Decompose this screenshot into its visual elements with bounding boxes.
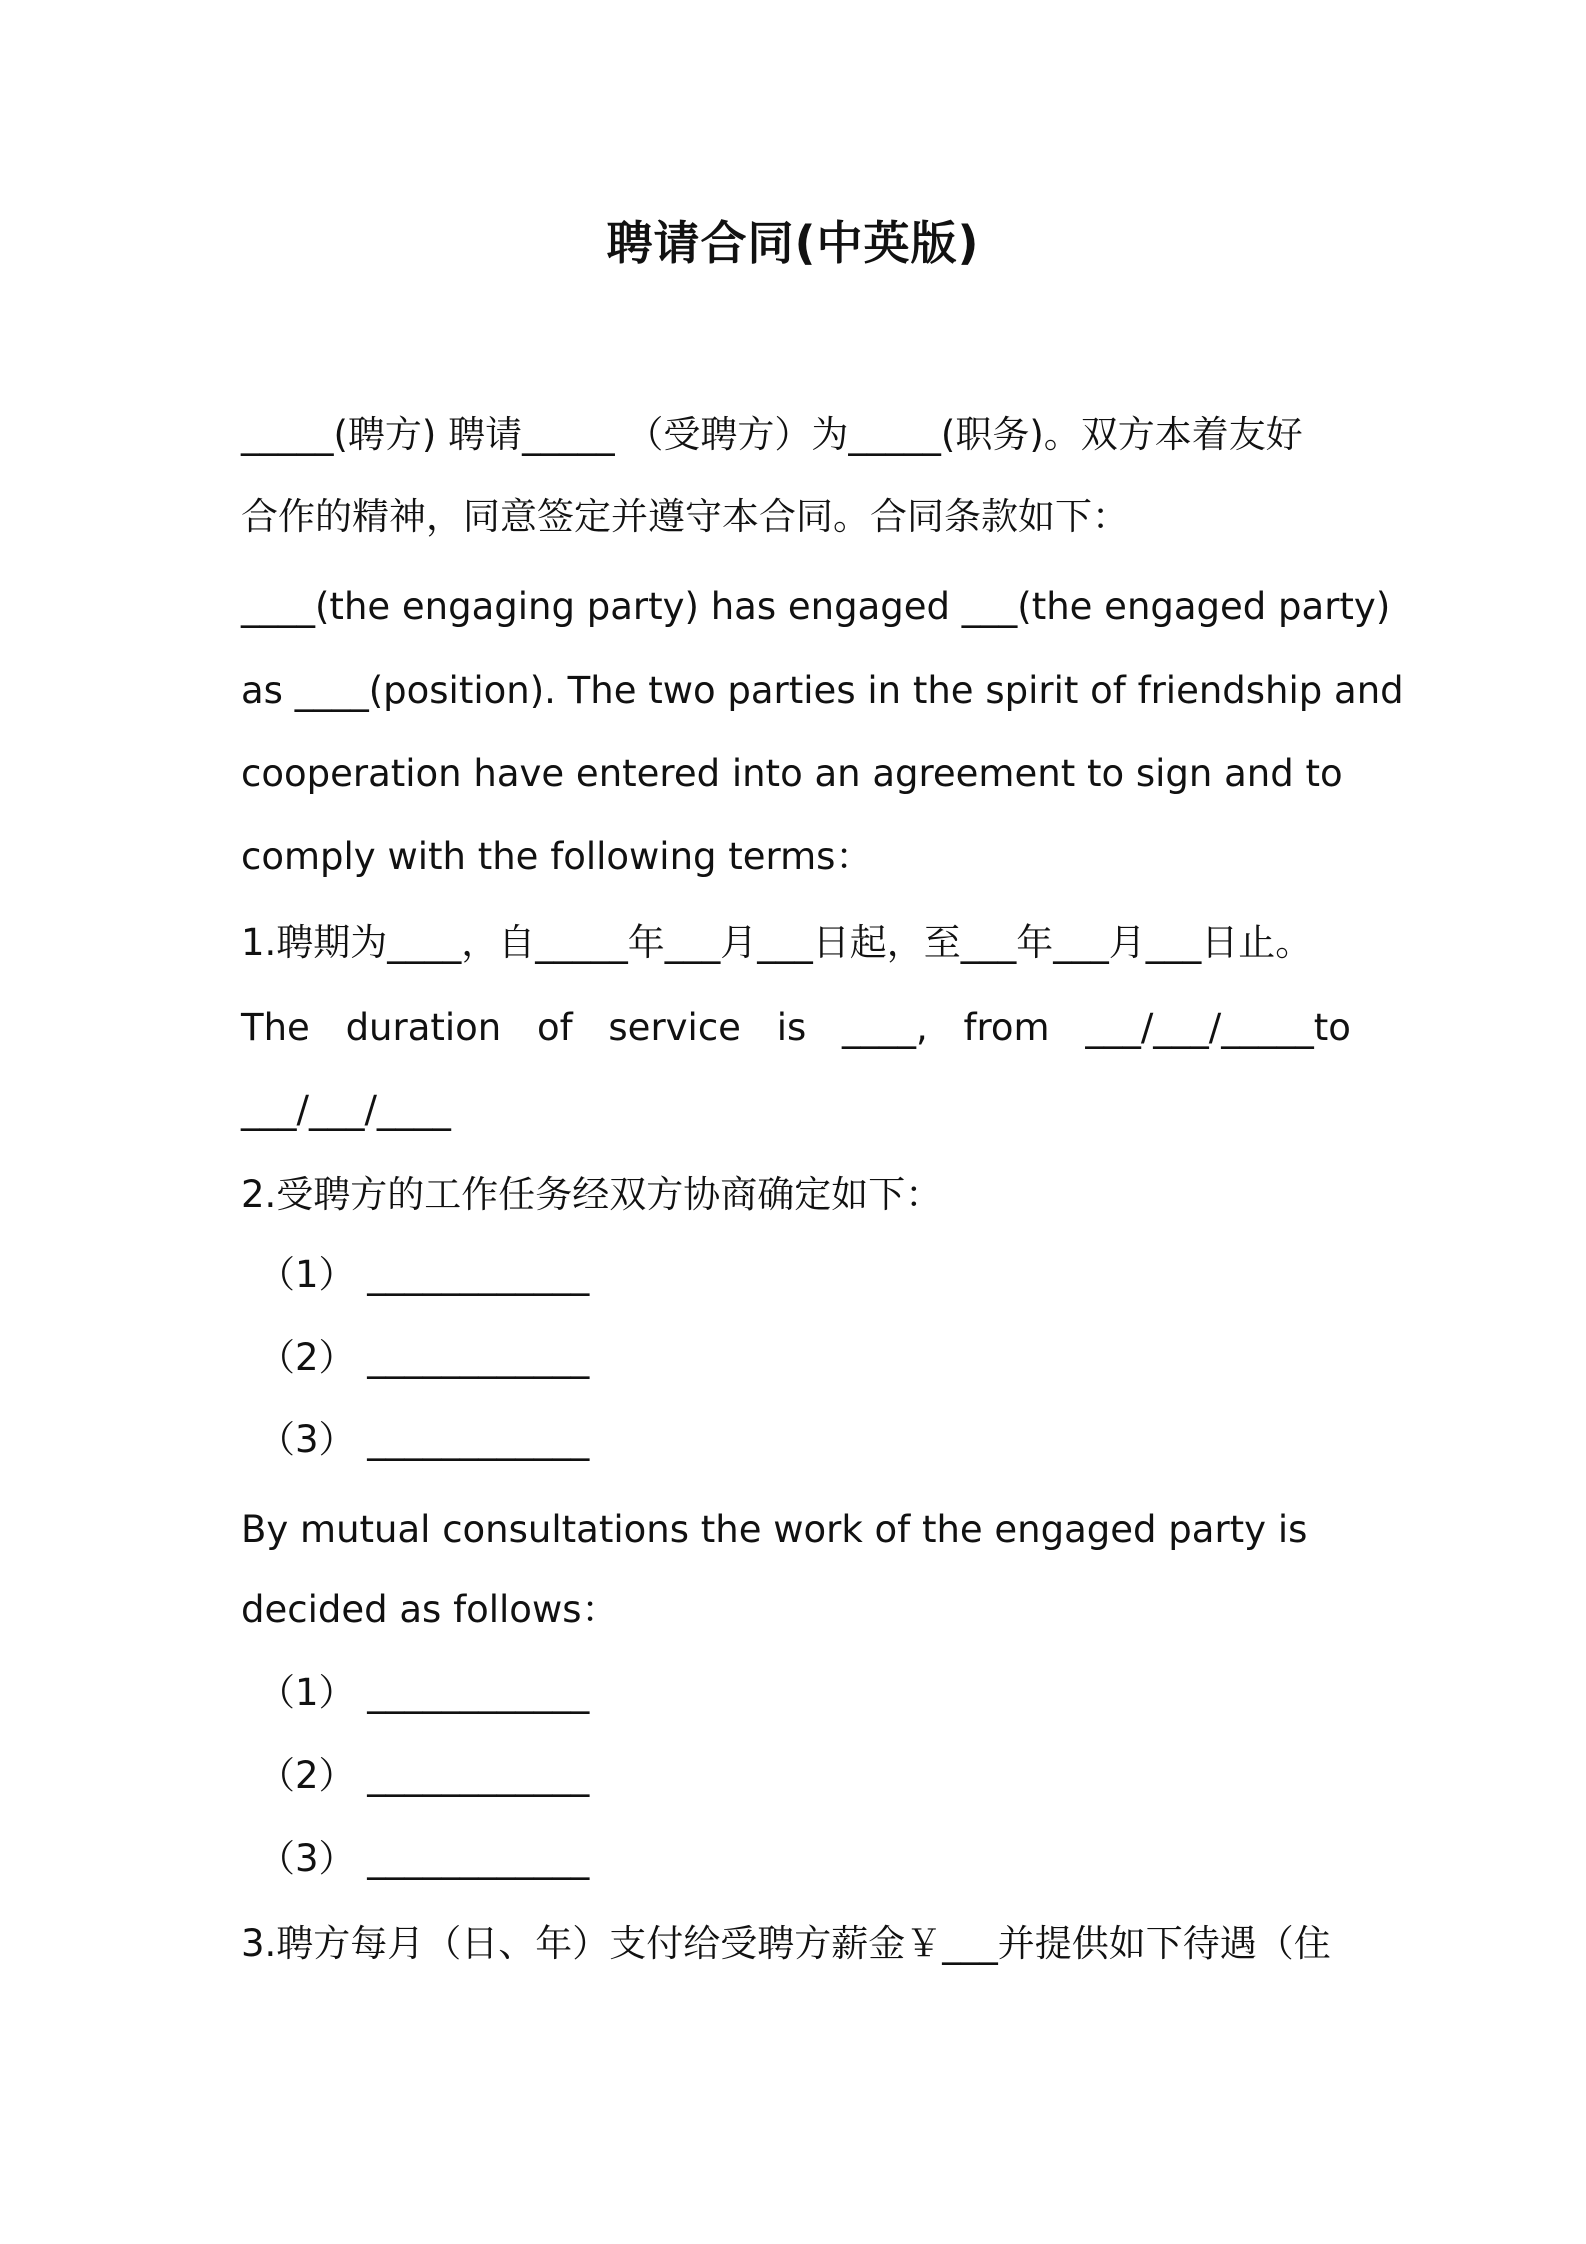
clause-1-en-word: is [776,1006,807,1049]
clause-2-en-line-1-text: By mutual consultations the work of the engaged party is [241,1508,1308,1551]
clause-1-en-word: The [241,1006,310,1049]
intro-en-line-1: ____(the engaging party) has engaged ___(the engaged party) [241,585,1391,628]
clause-1-en-word: duration [345,1006,502,1049]
clause-2-en-line-1 [241,1505,1351,1555]
clause-2-cn-item-2: （2） ____________ [258,1336,590,1379]
clause-1-en-word: ___/___/_____to [1085,1006,1351,1049]
clause-2-cn: 2.受聘方的工作任务经双方协商确定如下： [241,1173,943,1216]
document-title: 聘请合同(中英版) [606,216,980,270]
intro-cn-line-1-text: _____(聘方) 聘请_____ （受聘方）为_____(职务)。双方本着友好 [241,413,1303,456]
clause-2-cn-item-1: （1） ____________ [258,1253,590,1296]
clause-2-en-item-3: （3） ____________ [258,1837,590,1880]
clause-2-en-item-1: （1） ____________ [258,1671,590,1714]
intro-en-line-2: as ____(position). The two parties in the spirit of friendship and [241,669,1404,712]
clause-1-en-word: of [537,1006,573,1049]
clause-1-en-word: service [608,1006,741,1049]
clause-2-cn-item-3: （3） ____________ [258,1418,590,1461]
intro-cn-line-1 [241,410,1351,460]
intro-en-line-4: comply with the following terms： [241,835,873,878]
clause-1-en-line-2: ___/___/____ [241,1088,451,1131]
clause-1-en-line-1 [241,1003,1351,1053]
clause-3-cn: 3.聘方每月（日、年）支付给受聘方薪金￥___并提供如下待遇（住 [241,1922,1331,1965]
clause-2-en-line-2: decided as follows： [241,1588,619,1631]
clause-1-en-word: from [963,1006,1050,1049]
clause-2-en-item-2: （2） ____________ [258,1754,590,1797]
clause-1-cn: 1.聘期为____，自_____年___月___日起，至___年___月___日止。 [241,921,1313,964]
intro-cn-line-2: 合作的精神，同意签定并遵守本合同。合同条款如下： [241,495,1129,538]
clause-1-en-word: ____, [841,1006,928,1049]
intro-en-line-3: cooperation have entered into an agreement to sign and to [241,752,1343,795]
